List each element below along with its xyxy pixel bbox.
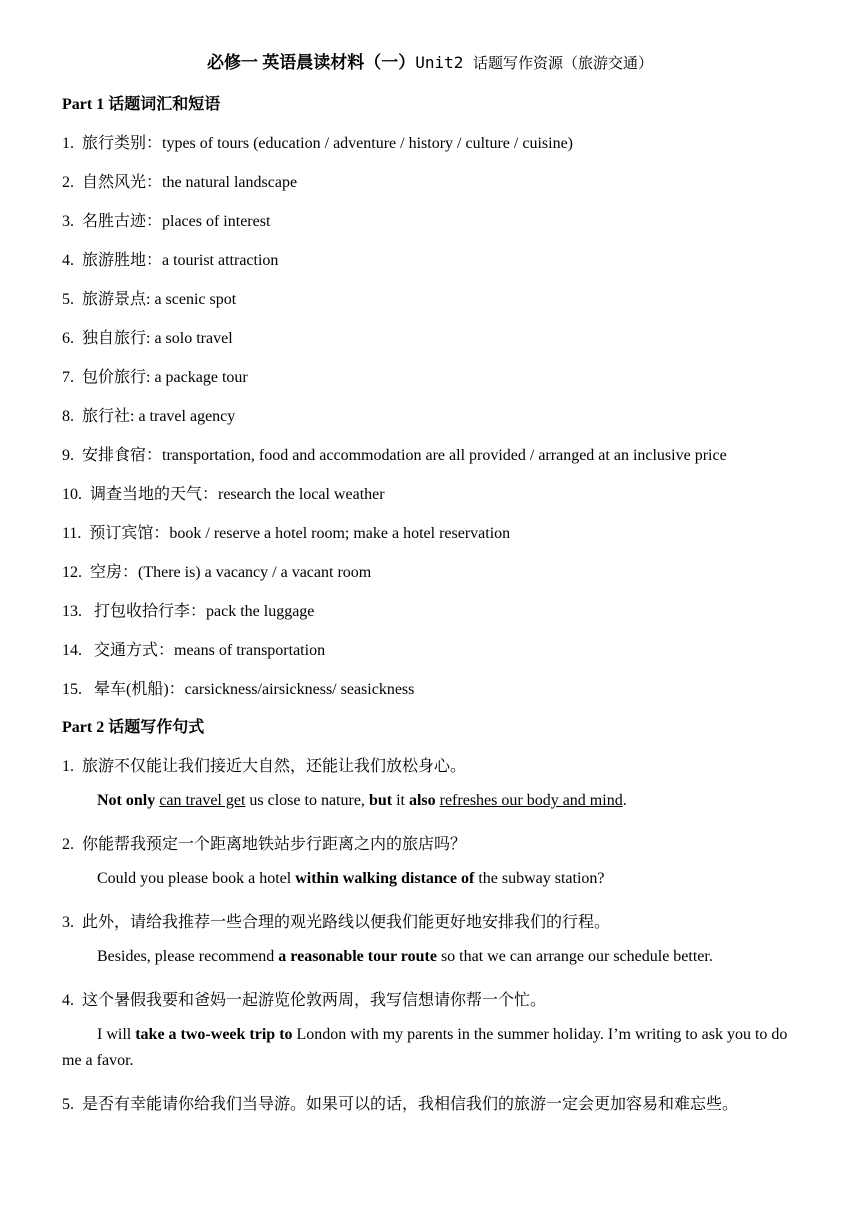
underlined-phrase: refreshes our body and mind bbox=[439, 792, 623, 809]
item-text: 旅行社: a travel agency bbox=[82, 408, 236, 425]
item-text: 包价旅行: a package tour bbox=[82, 369, 248, 386]
list-item bbox=[62, 130, 573, 153]
item-text: 预订宾馆：book / reserve a hotel room; make a hotel reservation bbox=[89, 525, 511, 542]
item-text: 调查当地的天气：research the local weather bbox=[90, 486, 385, 503]
item-number: 12. bbox=[62, 564, 82, 581]
keyword: a reasonable tour route bbox=[278, 948, 437, 965]
sentence-english bbox=[62, 1022, 802, 1074]
list-item bbox=[62, 559, 371, 582]
list-item bbox=[62, 598, 314, 621]
list-item bbox=[62, 286, 236, 309]
sentence-cn-text: 此外，请给我推荐一些合理的观光路线以便我们能更好地安排我们的行程。 bbox=[82, 914, 611, 931]
sentence-english bbox=[97, 870, 605, 888]
keyword: but bbox=[368, 792, 393, 809]
list-item bbox=[62, 442, 727, 465]
text-segment: Besides, please recommend bbox=[97, 948, 279, 965]
item-text: 打包收拾行李：pack the luggage bbox=[90, 603, 315, 620]
document-title bbox=[0, 48, 860, 73]
text-segment: I will bbox=[97, 1026, 136, 1043]
sentence-english bbox=[97, 948, 713, 966]
text-segment: . bbox=[622, 792, 627, 809]
item-number: 8. bbox=[62, 408, 74, 425]
list-item bbox=[62, 208, 270, 231]
item-number: 10. bbox=[62, 486, 82, 503]
sentence-number: 1. bbox=[62, 758, 74, 775]
list-item bbox=[62, 403, 235, 426]
item-number: 9. bbox=[62, 447, 74, 464]
keyword: within walking distance of bbox=[295, 870, 475, 887]
list-item bbox=[62, 247, 278, 270]
item-number: 1. bbox=[62, 135, 74, 152]
part1-heading: Part 1 话题词汇和短语 bbox=[62, 96, 221, 113]
item-text: 旅游景点: a scenic spot bbox=[82, 291, 237, 308]
sentence-cn-text: 你能帮我预定一个距离地铁站步行距离之内的旅店吗？ bbox=[82, 836, 467, 853]
title-topic: 话题写作资源（旅游交通） bbox=[473, 56, 654, 72]
sentence-chinese bbox=[62, 831, 466, 854]
sentence-number: 3. bbox=[62, 914, 74, 931]
item-number: 2. bbox=[62, 174, 74, 191]
sentence-cn-text: 是否有幸能请你给我们当导游。如果可以的话，我相信我们的旅游一定会更加容易和难忘些。 bbox=[82, 1096, 739, 1113]
item-text: 安排食宿：transportation, food and accommodation are all provided / arranged at an inclusive price bbox=[82, 447, 727, 464]
item-number: 6. bbox=[62, 330, 74, 347]
item-text: 空房：(There is) a vacancy / a vacant room bbox=[90, 564, 372, 581]
sentence-cn-text: 这个暑假我要和爸妈一起游览伦敦两周，我写信想请你帮一个忙。 bbox=[82, 992, 547, 1009]
item-number: 11. bbox=[62, 525, 82, 542]
item-text: 晕车(机船)：carsickness/airsickness/ seasickness bbox=[90, 681, 415, 698]
sentence-chinese bbox=[62, 753, 466, 776]
list-item bbox=[62, 676, 414, 699]
title-unit: Unit2 bbox=[415, 53, 474, 72]
list-item bbox=[62, 637, 325, 660]
keyword: also bbox=[408, 792, 436, 809]
item-text: 名胜古迹：places of interest bbox=[82, 213, 271, 230]
item-number: 4. bbox=[62, 252, 74, 269]
list-item bbox=[62, 325, 233, 348]
underlined-phrase: can travel get bbox=[159, 792, 246, 809]
sentence-number: 4. bbox=[62, 992, 74, 1009]
item-text: 交通方式：means of transportation bbox=[90, 642, 326, 659]
item-number: 14. bbox=[62, 642, 82, 659]
keyword: Not only bbox=[97, 792, 156, 809]
item-number: 7. bbox=[62, 369, 74, 386]
sentence-chinese bbox=[62, 1091, 738, 1114]
list-item bbox=[62, 481, 385, 504]
text-segment: us close to nature, bbox=[245, 792, 369, 809]
item-text: 自然风光：the natural landscape bbox=[82, 174, 298, 191]
keyword: take a two-week trip to bbox=[135, 1026, 293, 1043]
part2-heading: Part 2 话题写作句式 bbox=[62, 719, 205, 736]
text-segment: so that we can arrange our schedule better. bbox=[436, 948, 713, 965]
item-number: 5. bbox=[62, 291, 74, 308]
list-item bbox=[62, 520, 510, 543]
item-text: 旅行类别：types of tours (education / adventure / history / culture / cuisine) bbox=[82, 135, 574, 152]
sentence-chinese bbox=[62, 987, 546, 1010]
sentence-english bbox=[97, 792, 627, 810]
item-number: 15. bbox=[62, 681, 82, 698]
item-text: 旅游胜地：a tourist attraction bbox=[82, 252, 279, 269]
sentence-cn-text: 旅游不仅能让我们接近大自然，还能让我们放松身心。 bbox=[82, 758, 467, 775]
text-segment: Could you please book a hotel bbox=[97, 870, 296, 887]
text-segment: the subway station? bbox=[474, 870, 605, 887]
text-segment: it bbox=[392, 792, 409, 809]
text-segment: London with my parents in the summer holiday. I’m writing to ask you to do me a favor. bbox=[62, 1026, 788, 1069]
sentence-number: 2. bbox=[62, 836, 74, 853]
item-text: 独自旅行: a solo travel bbox=[82, 330, 233, 347]
sentence-chinese bbox=[62, 909, 610, 932]
item-number: 13. bbox=[62, 603, 82, 620]
list-item bbox=[62, 169, 297, 192]
item-number: 3. bbox=[62, 213, 74, 230]
title-main: 必修一 英语晨读材料（一） bbox=[206, 53, 416, 72]
sentence-number: 5. bbox=[62, 1096, 74, 1113]
list-item bbox=[62, 364, 248, 387]
